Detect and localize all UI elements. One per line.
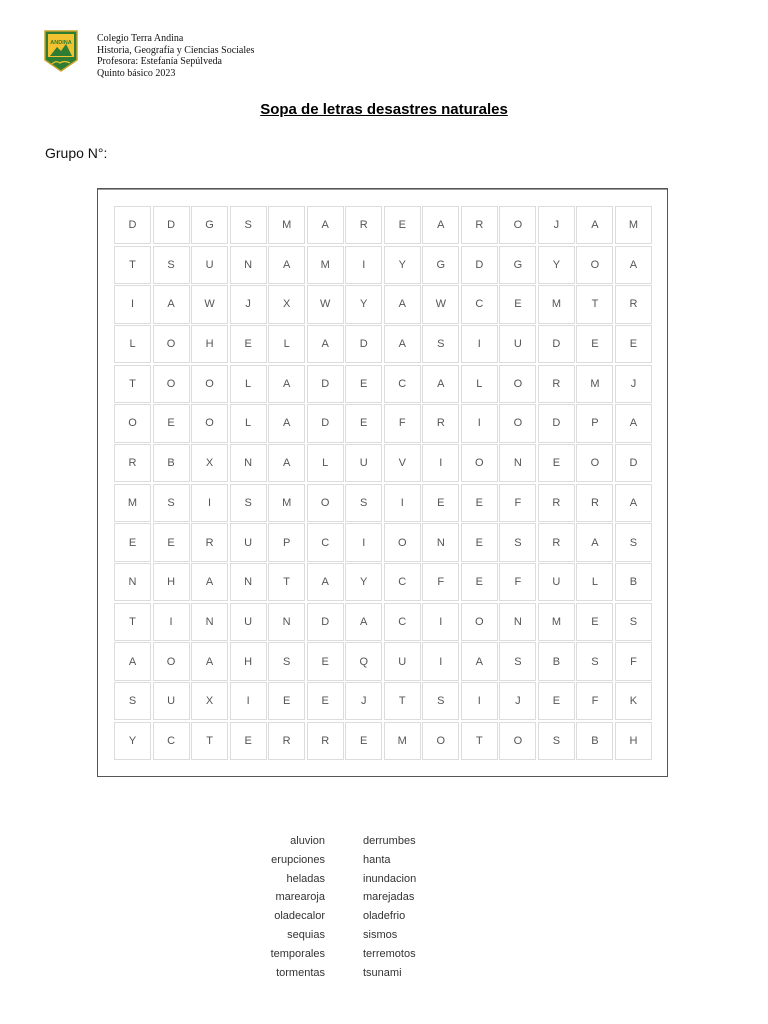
- grid-cell: I: [345, 523, 382, 561]
- grid-cell: B: [615, 563, 652, 601]
- grid-cell: O: [307, 484, 344, 522]
- grid-cell: E: [615, 325, 652, 363]
- grid-cell: S: [230, 206, 267, 244]
- grid-cell: J: [615, 365, 652, 403]
- grid-cell: A: [384, 285, 421, 323]
- grid-cell: F: [499, 484, 536, 522]
- grid-cell: E: [461, 484, 498, 522]
- grid-cell: N: [422, 523, 459, 561]
- grid-cell: N: [499, 444, 536, 482]
- grade-year: Quinto básico 2023: [97, 67, 176, 79]
- teacher-name: Profesora: Estefanía Sepúlveda: [97, 56, 222, 67]
- grid-cell: J: [345, 682, 382, 720]
- grid-cell: S: [615, 523, 652, 561]
- grid-cell: Y: [345, 563, 382, 601]
- word-item: tormentas: [276, 966, 325, 979]
- grid-cell: B: [538, 642, 575, 680]
- grid-cell: O: [422, 722, 459, 760]
- grid-cell: D: [538, 404, 575, 442]
- grid-cell: Y: [538, 246, 575, 284]
- word-item: inundacion: [363, 872, 417, 885]
- grid-cell: C: [307, 523, 344, 561]
- grid-cell: S: [576, 642, 613, 680]
- grid-cell: D: [307, 603, 344, 641]
- logo-text: ANDINA: [50, 40, 72, 46]
- grid-cell: U: [499, 325, 536, 363]
- grid-cell: M: [538, 603, 575, 641]
- grid-cell: Y: [345, 285, 382, 323]
- grid-cell: Q: [345, 642, 382, 680]
- grid-cell: A: [153, 285, 190, 323]
- grid-cell: K: [615, 682, 652, 720]
- grid-cell: F: [499, 563, 536, 601]
- grid-cell: C: [461, 285, 498, 323]
- grid-cell: H: [191, 325, 228, 363]
- grid-cell: C: [153, 722, 190, 760]
- grid-cell: E: [230, 325, 267, 363]
- grid-cell: G: [422, 246, 459, 284]
- grid-cell: R: [114, 444, 151, 482]
- grid-cell: U: [538, 563, 575, 601]
- grid-cell: S: [345, 484, 382, 522]
- grid-cell: R: [345, 206, 382, 244]
- grid-cell: L: [576, 563, 613, 601]
- grid-cell: L: [114, 325, 151, 363]
- grid-cell: S: [114, 682, 151, 720]
- grid-cell: A: [461, 642, 498, 680]
- grid-cell: J: [538, 206, 575, 244]
- grid-cell: P: [576, 404, 613, 442]
- grid-cell: I: [422, 642, 459, 680]
- word-list-right: [363, 832, 416, 982]
- grid-cell: U: [345, 444, 382, 482]
- grid-cell: A: [307, 563, 344, 601]
- grid-cell: J: [230, 285, 267, 323]
- grid-cell: R: [191, 523, 228, 561]
- grid-cell: O: [499, 404, 536, 442]
- grid-cell: T: [191, 722, 228, 760]
- grid-cell: R: [576, 484, 613, 522]
- grid-cell: R: [461, 206, 498, 244]
- grid-cell: H: [153, 563, 190, 601]
- grid-cell: A: [384, 325, 421, 363]
- grid-cell: L: [307, 444, 344, 482]
- grid-cell: R: [422, 404, 459, 442]
- grid-cell: O: [461, 603, 498, 641]
- grid-cell: I: [345, 246, 382, 284]
- grid-cell: E: [499, 285, 536, 323]
- grid-cell: A: [191, 563, 228, 601]
- grid-cell: A: [615, 246, 652, 284]
- grid-cell: F: [615, 642, 652, 680]
- grid-cell: E: [230, 722, 267, 760]
- grid-cell: O: [153, 642, 190, 680]
- grid-cell: F: [576, 682, 613, 720]
- grid-cell: A: [114, 642, 151, 680]
- grid-cell: O: [499, 206, 536, 244]
- grid-cell: S: [153, 484, 190, 522]
- grid-cell: R: [307, 722, 344, 760]
- grid-cell: M: [576, 365, 613, 403]
- grid-cell: I: [422, 603, 459, 641]
- grid-cell: V: [384, 444, 421, 482]
- page-title: Sopa de letras desastres naturales: [260, 101, 508, 118]
- grid-cell: S: [422, 325, 459, 363]
- grid-cell: O: [153, 325, 190, 363]
- grid-cell: I: [153, 603, 190, 641]
- grid-cell: D: [615, 444, 652, 482]
- grid-cell: E: [114, 523, 151, 561]
- grid-cell: R: [268, 722, 305, 760]
- grid-cell: D: [307, 404, 344, 442]
- grid-cell: O: [576, 246, 613, 284]
- grid-cell: A: [422, 365, 459, 403]
- grid-cell: I: [114, 285, 151, 323]
- grid-cell: T: [114, 365, 151, 403]
- grid-cell: D: [345, 325, 382, 363]
- grid-cell: A: [268, 246, 305, 284]
- grid-cell: N: [230, 444, 267, 482]
- word-search-grid: [114, 206, 652, 760]
- grid-cell: E: [461, 523, 498, 561]
- grid-cell: A: [615, 484, 652, 522]
- grid-cell: M: [384, 722, 421, 760]
- grid-cell: E: [345, 404, 382, 442]
- grid-cell: U: [230, 523, 267, 561]
- grid-cell: E: [307, 682, 344, 720]
- grid-cell: E: [153, 404, 190, 442]
- word-item: oladefrio: [363, 910, 406, 923]
- grid-cell: E: [345, 722, 382, 760]
- grid-cell: P: [268, 523, 305, 561]
- grid-cell: O: [384, 523, 421, 561]
- grid-cell: A: [615, 404, 652, 442]
- grid-cell: A: [576, 523, 613, 561]
- grid-cell: A: [307, 206, 344, 244]
- grid-cell: U: [153, 682, 190, 720]
- grid-cell: H: [230, 642, 267, 680]
- grid-cell: F: [384, 404, 421, 442]
- word-item: hanta: [363, 853, 391, 866]
- school-info: [97, 33, 254, 79]
- grid-cell: E: [307, 642, 344, 680]
- grid-cell: N: [230, 563, 267, 601]
- grid-cell: S: [538, 722, 575, 760]
- grid-cell: B: [153, 444, 190, 482]
- grid-cell: N: [268, 603, 305, 641]
- grid-cell: S: [153, 246, 190, 284]
- word-item: sequias: [287, 928, 325, 941]
- grid-cell: N: [230, 246, 267, 284]
- grid-cell: W: [422, 285, 459, 323]
- grid-cell: E: [422, 484, 459, 522]
- grid-cell: L: [461, 365, 498, 403]
- grid-cell: O: [191, 404, 228, 442]
- grid-cell: L: [230, 365, 267, 403]
- grid-cell: F: [422, 563, 459, 601]
- grid-cell: U: [191, 246, 228, 284]
- grid-cell: T: [576, 285, 613, 323]
- grid-cell: T: [114, 246, 151, 284]
- grid-cell: X: [191, 682, 228, 720]
- word-item: sismos: [363, 928, 398, 941]
- subject-name: Historia, Geografía y Ciencias Sociales: [97, 44, 255, 56]
- grid-cell: B: [576, 722, 613, 760]
- grid-cell: D: [153, 206, 190, 244]
- word-list-left: [271, 832, 325, 982]
- school-logo: [44, 30, 78, 72]
- grid-cell: A: [307, 325, 344, 363]
- grid-cell: Y: [114, 722, 151, 760]
- grid-cell: S: [422, 682, 459, 720]
- grid-cell: I: [384, 484, 421, 522]
- grid-cell: O: [576, 444, 613, 482]
- grid-cell: A: [345, 603, 382, 641]
- grid-cell: J: [499, 682, 536, 720]
- grid-cell: A: [422, 206, 459, 244]
- grid-cell: N: [499, 603, 536, 641]
- grid-cell: C: [384, 365, 421, 403]
- grid-cell: E: [576, 325, 613, 363]
- word-item: aluvion: [290, 835, 325, 847]
- grid-cell: I: [461, 404, 498, 442]
- grid-cell: G: [191, 206, 228, 244]
- grid-cell: C: [384, 563, 421, 601]
- grid-cell: S: [615, 603, 652, 641]
- grid-cell: D: [461, 246, 498, 284]
- grid-cell: C: [384, 603, 421, 641]
- word-item: oladecalor: [274, 910, 325, 923]
- grid-cell: A: [576, 206, 613, 244]
- grid-cell: E: [576, 603, 613, 641]
- grid-cell: I: [461, 682, 498, 720]
- grid-cell: N: [114, 563, 151, 601]
- word-item: tsunami: [363, 966, 402, 979]
- grid-cell: R: [538, 365, 575, 403]
- grid-cell: E: [538, 682, 575, 720]
- group-label: Grupo N°:: [45, 145, 108, 161]
- grid-cell: O: [191, 365, 228, 403]
- grid-cell: U: [230, 603, 267, 641]
- grid-cell: E: [538, 444, 575, 482]
- grid-cell: O: [114, 404, 151, 442]
- grid-cell: T: [384, 682, 421, 720]
- grid-cell: E: [461, 563, 498, 601]
- school-name: Colegio Terra Andina: [97, 33, 184, 44]
- grid-cell: M: [615, 206, 652, 244]
- grid-cell: I: [461, 325, 498, 363]
- grid-cell: O: [499, 722, 536, 760]
- grid-cell: R: [538, 484, 575, 522]
- grid-cell: S: [268, 642, 305, 680]
- grid-cell: G: [499, 246, 536, 284]
- word-item: terremotos: [363, 947, 416, 960]
- grid-cell: M: [307, 246, 344, 284]
- grid-cell: A: [268, 404, 305, 442]
- grid-cell: D: [538, 325, 575, 363]
- grid-cell: L: [230, 404, 267, 442]
- grid-cell: X: [268, 285, 305, 323]
- grid-cell: E: [384, 206, 421, 244]
- grid-cell: M: [268, 484, 305, 522]
- grid-cell: A: [191, 642, 228, 680]
- grid-cell: W: [307, 285, 344, 323]
- grid-cell: M: [268, 206, 305, 244]
- grid-cell: M: [114, 484, 151, 522]
- grid-cell: S: [499, 523, 536, 561]
- word-item: marejadas: [363, 891, 415, 904]
- word-item: derrumbes: [363, 835, 416, 847]
- grid-cell: M: [538, 285, 575, 323]
- word-item: heladas: [286, 872, 325, 885]
- grid-cell: T: [268, 563, 305, 601]
- grid-cell: A: [268, 365, 305, 403]
- grid-cell: I: [191, 484, 228, 522]
- grid-cell: N: [191, 603, 228, 641]
- grid-cell: W: [191, 285, 228, 323]
- grid-cell: O: [499, 365, 536, 403]
- grid-cell: E: [268, 682, 305, 720]
- word-item: erupciones: [271, 853, 325, 866]
- grid-cell: D: [114, 206, 151, 244]
- grid-cell: I: [422, 444, 459, 482]
- word-item: marearoja: [275, 891, 325, 904]
- grid-cell: Y: [384, 246, 421, 284]
- grid-cell: I: [230, 682, 267, 720]
- grid-cell: R: [538, 523, 575, 561]
- word-item: temporales: [270, 947, 325, 960]
- grid-cell: X: [191, 444, 228, 482]
- grid-cell: D: [307, 365, 344, 403]
- grid-cell: H: [615, 722, 652, 760]
- grid-cell: U: [384, 642, 421, 680]
- grid-cell: T: [461, 722, 498, 760]
- grid-cell: S: [230, 484, 267, 522]
- grid-cell: E: [153, 523, 190, 561]
- grid-cell: O: [461, 444, 498, 482]
- grid-cell: S: [499, 642, 536, 680]
- grid-cell: L: [268, 325, 305, 363]
- grid-cell: E: [345, 365, 382, 403]
- grid-cell: O: [153, 365, 190, 403]
- grid-cell: A: [268, 444, 305, 482]
- grid-cell: T: [114, 603, 151, 641]
- grid-cell: R: [615, 285, 652, 323]
